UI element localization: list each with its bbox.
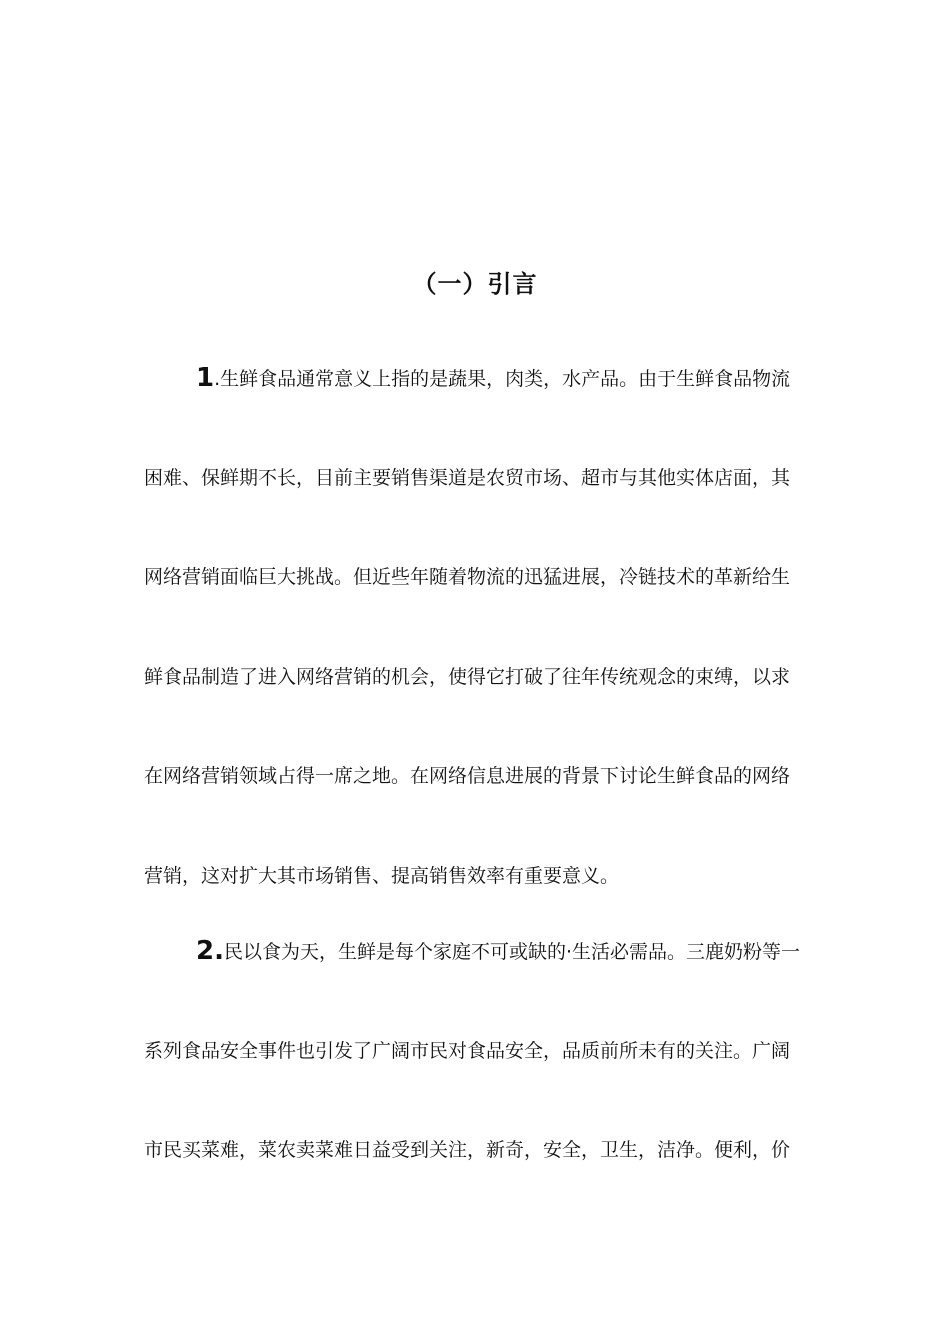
paragraph-2-text-line-1: 民以食为天，生鲜是每个家庭不可或缺的·生活必需品。三鹿奶粉等一 xyxy=(223,941,801,963)
paragraph-1-line-2: 困难、保鲜期不长，目前主要销售渠道是农贸市场、超市与其他实体店面，其 xyxy=(144,467,791,489)
paragraph-2-number: 2. xyxy=(196,936,224,966)
section-heading: （一）引言 xyxy=(412,270,538,298)
paragraph-1-number: 1 xyxy=(196,363,215,393)
paragraph-1-text-line-1: .生鲜食品通常意义上指的是蔬果，肉类，水产品。由于生鲜食品物流 xyxy=(214,368,791,390)
paragraph-1-line-3: 网络营销面临巨大挑战。但近些年随着物流的迅猛进展，冷链技术的革新给生 xyxy=(144,566,791,588)
paragraph-1-line-4: 鲜食品制造了进入网络营销的机会，使得它打破了往年传统观念的束缚，以求 xyxy=(144,666,791,688)
paragraph-2-line-2: 系列食品安全事件也引发了广阔市民对食品安全，品质前所未有的关注。广阔 xyxy=(144,1040,791,1062)
paragraph-2-line-1 xyxy=(144,931,812,972)
paragraph-1-line-1 xyxy=(144,358,804,399)
paragraph-1-line-6: 营销，这对扩大其市场销售、提高销售效率有重要意义。 xyxy=(144,865,620,887)
paragraph-1-line-5: 在网络营销领域占得一席之地。在网络信息进展的背景下讨论生鲜食品的网络 xyxy=(144,765,791,787)
paragraph-2-line-3: 市民买菜难，菜农卖菜难日益受到关注，新奇，安全，卫生，洁净。便利，价 xyxy=(144,1139,791,1161)
